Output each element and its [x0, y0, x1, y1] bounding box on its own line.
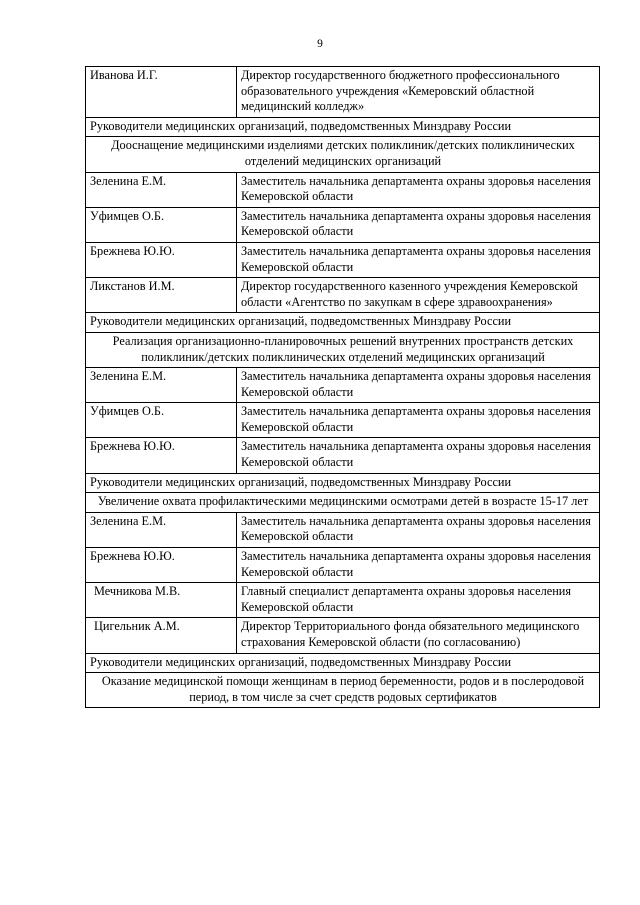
- person-position: Заместитель начальника департамента охраны здоровья населения Кемеровской области: [237, 207, 600, 242]
- table-row: [86, 278, 600, 313]
- organization-heads-row: [86, 313, 600, 333]
- organization-heads-row: [86, 653, 600, 673]
- person-name: Зеленина Е.М.: [86, 512, 237, 547]
- organization-heads-text: Руководители медицинских организаций, подведомственных Минздраву России: [86, 117, 600, 137]
- organization-heads-row: [86, 117, 600, 137]
- person-name: Цигельник А.М.: [86, 618, 237, 653]
- person-position: Заместитель начальника департамента охраны здоровья населения Кемеровской области: [237, 368, 600, 403]
- organization-heads-text: Руководители медицинских организаций, подведомственных Минздраву России: [86, 313, 600, 333]
- table-row: [86, 67, 600, 118]
- person-position: Заместитель начальника департамента охраны здоровья населения Кемеровской области: [237, 512, 600, 547]
- page-number: 9: [317, 38, 323, 50]
- person-position: Заместитель начальника департамента охраны здоровья населения Кемеровской области: [237, 403, 600, 438]
- person-name: Брежнева Ю.Ю.: [86, 438, 237, 473]
- table-row: [86, 548, 600, 583]
- section-heading-row: [86, 137, 600, 172]
- table-body: [86, 67, 600, 708]
- person-name: Зеленина Е.М.: [86, 368, 237, 403]
- section-heading: Дооснащение медицинскими изделиями детских поликлиник/детских поликлинических отделений медицинских организаций: [86, 137, 600, 172]
- organization-heads-text: Руководители медицинских организаций, подведомственных Минздраву России: [86, 653, 600, 673]
- section-heading-row: [86, 332, 600, 367]
- section-heading: Реализация организационно-планировочных решений внутренних пространств детских поликлиник/детских поликлинических отделений медицинских организаций: [86, 332, 600, 367]
- table-row: [86, 583, 600, 618]
- person-name: Ликстанов И.М.: [86, 278, 237, 313]
- person-position: Директор Территориального фонда обязательного медицинского страхования Кемеровской области (по согласованию): [237, 618, 600, 653]
- table-row: [86, 368, 600, 403]
- table-row: [86, 512, 600, 547]
- organization-heads-text: Руководители медицинских организаций, подведомственных Минздраву России: [86, 473, 600, 493]
- person-position: Главный специалист департамента охраны здоровья населения Кемеровской области: [237, 583, 600, 618]
- person-name: Брежнева Ю.Ю.: [86, 548, 237, 583]
- person-position: Заместитель начальника департамента охраны здоровья населения Кемеровской области: [237, 172, 600, 207]
- person-name: Мечникова М.В.: [86, 583, 237, 618]
- section-heading: Оказание медицинской помощи женщинам в период беременности, родов и в послеродовой период, в том числе за счет средств родовых сертификатов: [86, 673, 600, 708]
- section-heading: Увеличение охвата профилактическими медицинскими осмотрами детей в возрасте 15-17 лет: [86, 493, 600, 513]
- person-name: Уфимцев О.Б.: [86, 403, 237, 438]
- person-position: Заместитель начальника департамента охраны здоровья населения Кемеровской области: [237, 242, 600, 277]
- responsible-persons-table: [85, 66, 600, 708]
- section-heading-row: [86, 673, 600, 708]
- organization-heads-row: [86, 473, 600, 493]
- person-name: Уфимцев О.Б.: [86, 207, 237, 242]
- table-row: [86, 242, 600, 277]
- person-name: Зеленина Е.М.: [86, 172, 237, 207]
- table-row: [86, 618, 600, 653]
- table-row: [86, 403, 600, 438]
- person-position: Директор государственного бюджетного профессионального образовательного учреждения «Кемеровский областной медицинский колледж»: [237, 67, 600, 118]
- person-position: Директор государственного казенного учреждения Кемеровской области «Агентство по закупкам в сфере здравоохранения»: [237, 278, 600, 313]
- table-row: [86, 438, 600, 473]
- person-name: Иванова И.Г.: [86, 67, 237, 118]
- person-position: Заместитель начальника департамента охраны здоровья населения Кемеровской области: [237, 548, 600, 583]
- person-name: Брежнева Ю.Ю.: [86, 242, 237, 277]
- section-heading-row: [86, 493, 600, 513]
- person-position: Заместитель начальника департамента охраны здоровья населения Кемеровской области: [237, 438, 600, 473]
- table-row: [86, 172, 600, 207]
- table-row: [86, 207, 600, 242]
